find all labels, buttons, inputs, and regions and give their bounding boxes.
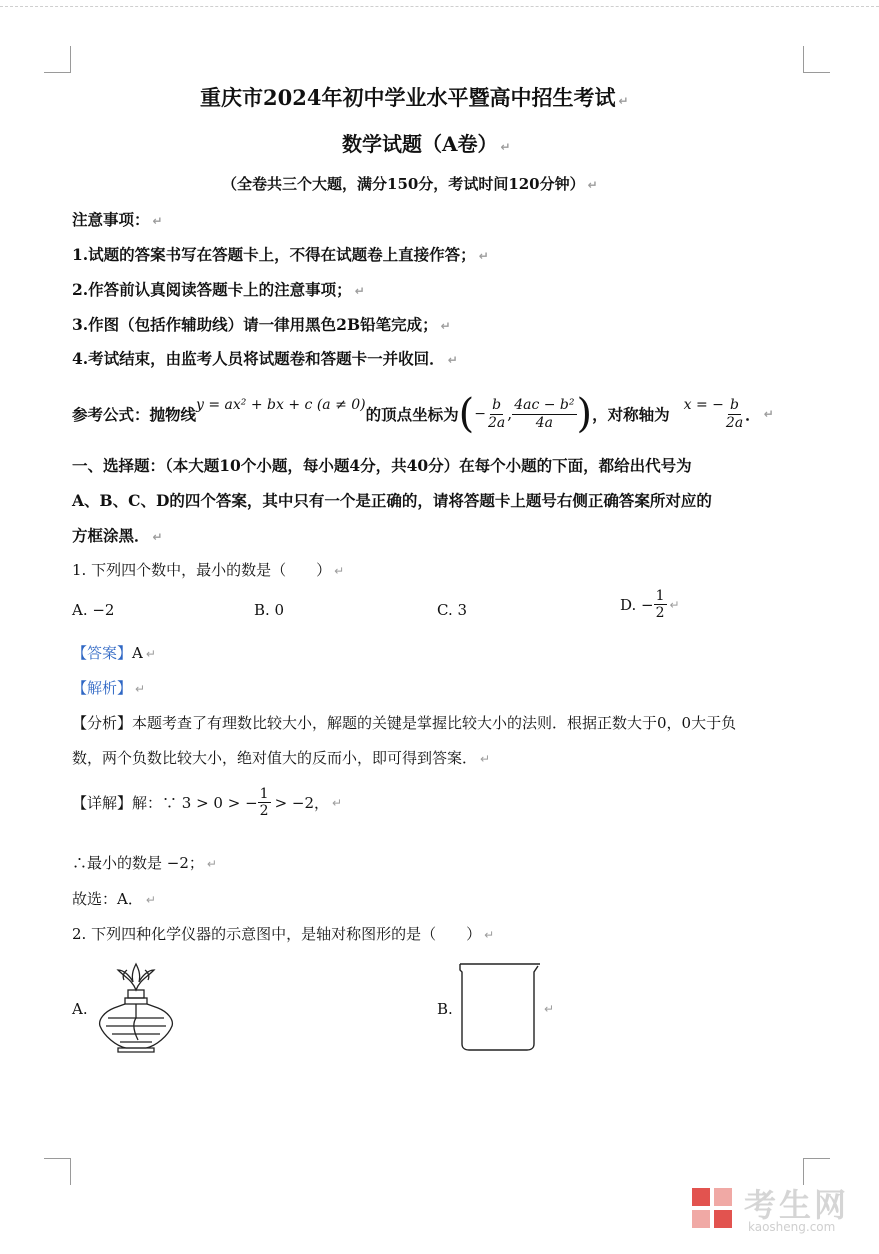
alcohol-lamp-illustration (96, 962, 176, 1054)
crop-mark-top-left (44, 46, 71, 73)
paragraph-mark-icon: ↵ (447, 353, 458, 367)
left-paren: ( (458, 391, 475, 437)
question-2-stem: 2. 下列四种化学仪器的示意图中，是轴对称图形的是（ ） ↵ (72, 925, 495, 943)
analysis-text: 【分析】本题考查了有理数比较大小，解题的关键是掌握比较大小的法则．根据正数大于0，0大于负 (72, 714, 737, 732)
watermark-en: kaosheng.com (748, 1220, 836, 1234)
exam-title: 重庆市2024年初中学业水平暨高中招生考试 ↵ (200, 85, 629, 110)
note-item: 2.作答前认真阅读答题卡上的注意事项； ↵ (72, 280, 365, 299)
kaosheng-logo (690, 1182, 865, 1238)
section-heading: A、B、C、D的四个答案，其中只有一个是正确的，请将答题卡上题号右侧正确答案所对应的 (72, 491, 712, 510)
parabola-equation: y = ax² + bx + c (a ≠ 0) (196, 397, 366, 413)
paragraph-mark-icon: ↵ (152, 530, 163, 544)
paragraph-mark-icon: ↵ (763, 407, 774, 421)
option-d-fraction: $\frac{1}{2}$ (655, 588, 665, 622)
option-d: D. − $\frac{1}{2}$ ↵ (620, 588, 680, 622)
section-heading: 方框涂黑． ↵ (72, 526, 163, 545)
paragraph-mark-icon: ↵ (484, 928, 495, 942)
detail-line: 【详解】解：∵ 3 > 0 > − $\frac{1}{2}$ > −2， ↵ (72, 786, 343, 820)
beaker-illustration (456, 960, 542, 1054)
paragraph-mark-icon: ↵ (480, 752, 491, 766)
exam-info: （全卷共三个大题，满分150分，考试时间120分钟） ↵ (222, 175, 598, 193)
note-item: 4.考试结束，由监考人员将试题卷和答题卡一并收回． ↵ (72, 349, 458, 368)
question-1-stem: 1. 下列四个数中，最小的数是（ ） ↵ (72, 561, 345, 579)
paragraph-mark-icon: ↵ (587, 178, 598, 192)
section-heading: 一、选择题：（本大题10个小题，每小题4分，共40分）在每个小题的下面，都给出代号为 (72, 456, 692, 475)
paragraph-mark-icon: ↵ (332, 795, 343, 810)
paragraph-mark-icon: ↵ (135, 682, 146, 696)
watermark-cn: 考生网 (744, 1186, 850, 1224)
paragraph-mark-icon: ↵ (500, 140, 511, 154)
note-item: 1.试题的答案书写在答题卡上，不得在试题卷上直接作答； ↵ (72, 245, 489, 264)
option-c: C. 3 (437, 601, 468, 619)
answer-line: 【答案】A ↵ (72, 644, 156, 662)
notes-heading: 注意事项： ↵ (72, 210, 163, 229)
q2-option-b-label: B. (437, 1000, 453, 1018)
paragraph-mark-icon: ↵ (334, 564, 345, 578)
kaosheng-logo-mark-icon (690, 1184, 738, 1234)
paragraph-mark-icon: ↵ (145, 647, 156, 661)
axis-fraction: $\frac{b}{2a}$ (725, 397, 744, 431)
note-item: 3.作图（包括作辅助线）请一律用黑色2B铅笔完成； ↵ (72, 315, 451, 334)
paragraph-mark-icon: ↵ (618, 94, 629, 108)
paragraph-mark-icon: ↵ (206, 857, 217, 871)
detail-fraction: $\frac{1}{2}$ (259, 786, 269, 820)
q2-option-a-label: A. (72, 1000, 88, 1018)
paragraph-mark-icon: ↵ (669, 597, 680, 612)
paragraph-mark-icon: ↵ (354, 284, 365, 298)
conclusion-line: ∴最小的数是 −2； ↵ (72, 854, 217, 872)
exam-subtitle: 数学试题（A卷） ↵ (342, 132, 511, 156)
vertex-y-fraction: $\frac{\text{4ac − b²}}{4a}$ (514, 397, 575, 431)
reference-formula: 参考公式：抛物线 y = ax² + bx + c (a ≠ 0) 的顶点坐标为 ( − $\frac{b}{2a}$ , $\frac{\text{4ac − b²}}{4a}$ ) ，对称轴为 x = − $\frac{b}{2a}$ ． ↵ (72, 391, 774, 437)
analysis-text: 数，两个负数比较大小，绝对值大的反而小，即可得到答案． ↵ (72, 749, 491, 767)
analysis-tag: 【解析】 ↵ (72, 679, 146, 697)
paragraph-mark-icon: ↵ (544, 1002, 555, 1016)
page-top-rule (0, 0, 879, 7)
vertex-x-fraction: $\frac{b}{2a}$ (488, 397, 506, 431)
choice-line: 故选：A． ↵ (72, 890, 156, 908)
option-a: A. −2 (72, 601, 115, 619)
paragraph-mark-icon: ↵ (152, 214, 163, 228)
crop-mark-top-right (803, 46, 830, 73)
crop-mark-bottom-left (44, 1158, 71, 1185)
right-paren: ) (576, 391, 593, 437)
paragraph-mark-icon: ↵ (145, 893, 156, 907)
paragraph-mark-icon: ↵ (440, 319, 451, 333)
paragraph-mark-icon: ↵ (478, 249, 489, 263)
option-b: B. 0 (254, 601, 285, 619)
